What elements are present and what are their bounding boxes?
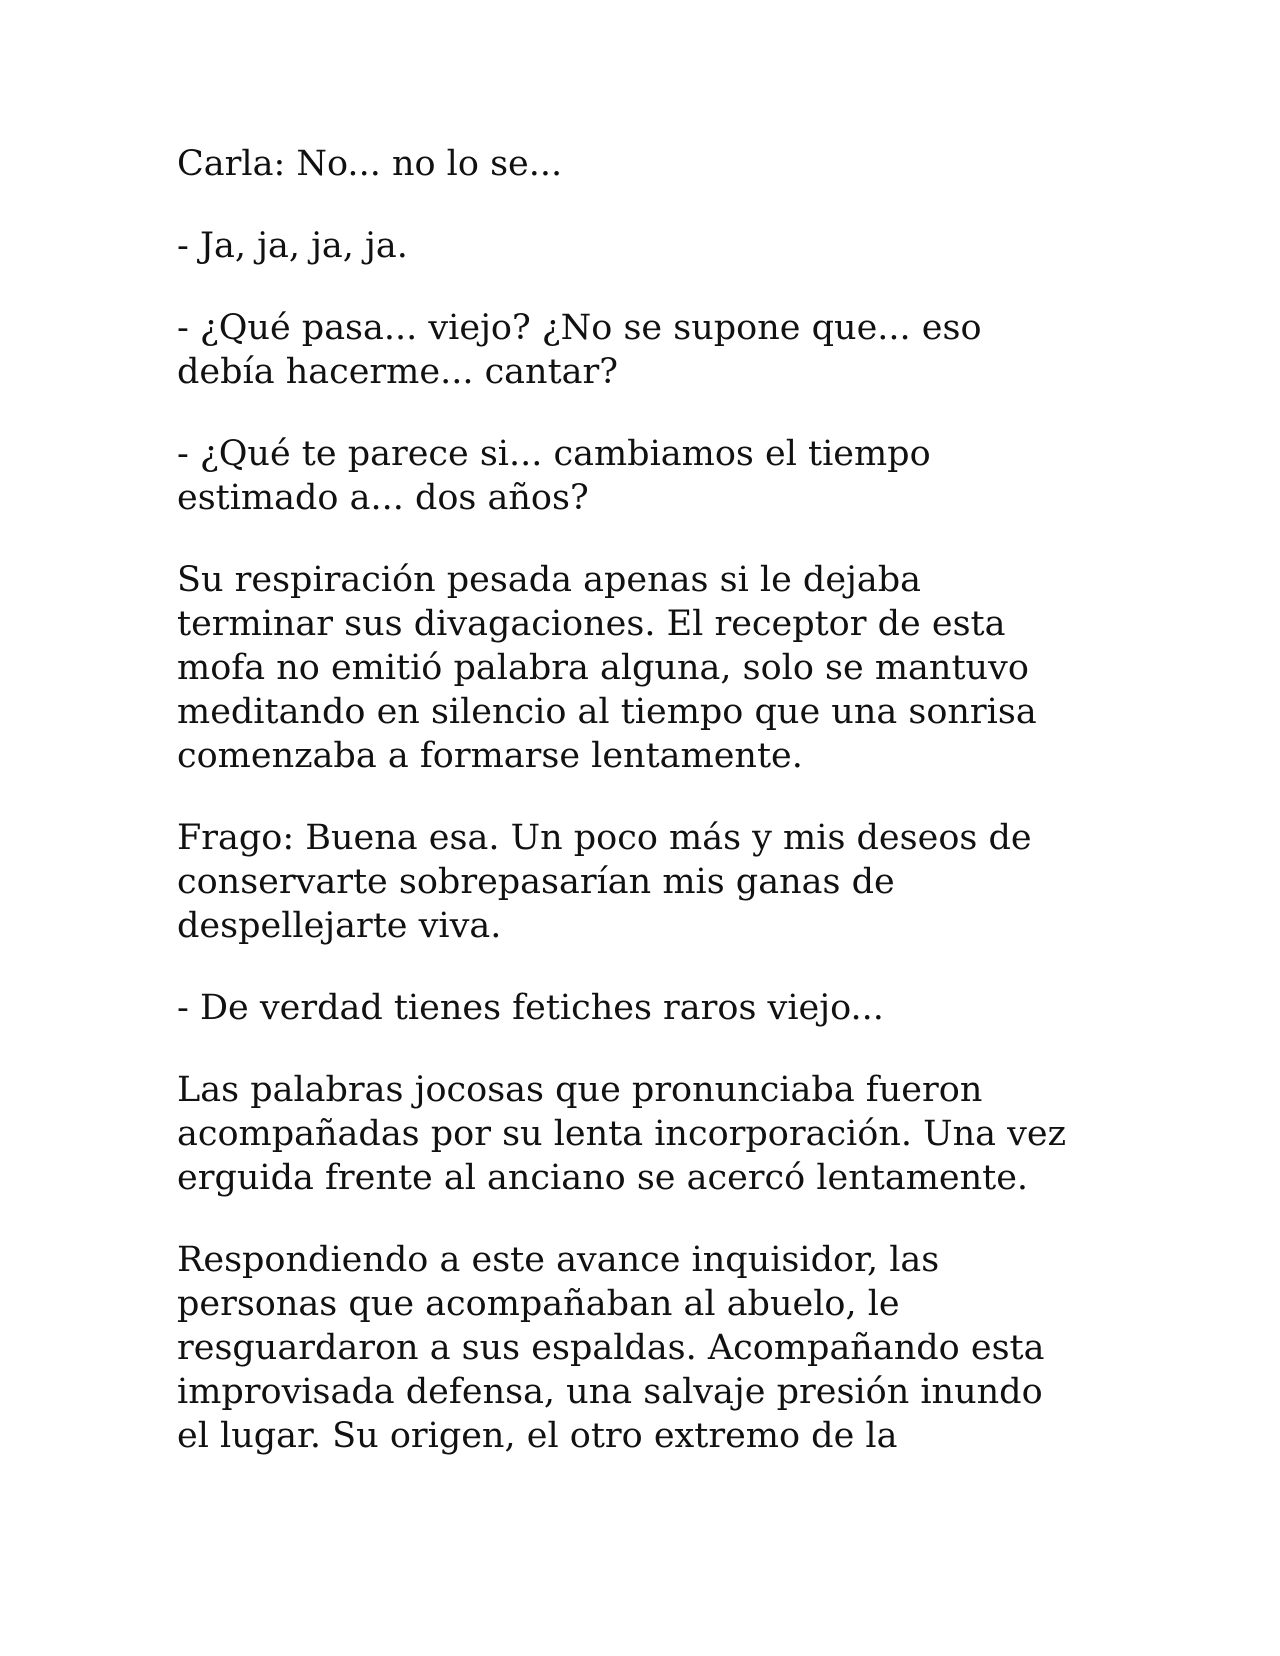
- text-line: resguardaron a sus espaldas. Acompañando esta: [177, 1328, 1045, 1368]
- text-line: terminar sus divagaciones. El receptor de esta: [177, 604, 1006, 644]
- paragraph-8: [177, 1068, 1117, 1200]
- text-line: improvisada defensa, una salvaje presión inundo: [177, 1372, 1043, 1412]
- text-line: despellejarte viva.: [177, 906, 502, 946]
- text-line: comenzaba a formarse lentamente.: [177, 736, 803, 776]
- text-line: - ¿Qué te parece si... cambiamos el tiempo: [177, 434, 931, 474]
- text-line: meditando en silencio al tiempo que una sonrisa: [177, 692, 1037, 732]
- text-line: Carla: No... no lo se...: [177, 144, 563, 184]
- text-line: debía hacerme... cantar?: [177, 352, 619, 392]
- paragraph-6: [177, 816, 1117, 948]
- paragraph-1: [177, 142, 1117, 186]
- paragraph-7: [177, 986, 1117, 1030]
- text-line: Su respiración pesada apenas si le dejaba: [177, 560, 922, 600]
- text-line: - De verdad tienes fetiches raros viejo...: [177, 988, 884, 1028]
- text-line: Respondiendo a este avance inquisidor, las: [177, 1240, 940, 1280]
- paragraph-9: [177, 1238, 1117, 1458]
- document-page: [177, 142, 1117, 1496]
- text-line: conservarte sobrepasarían mis ganas de: [177, 862, 895, 902]
- paragraph-3: [177, 306, 1117, 394]
- text-line: - Ja, ja, ja, ja.: [177, 226, 408, 266]
- text-line: erguida frente al anciano se acercó lentamente.: [177, 1158, 1029, 1198]
- text-line: - ¿Qué pasa... viejo? ¿No se supone que... eso: [177, 308, 982, 348]
- text-line: Frago: Buena esa. Un poco más y mis deseos de: [177, 818, 1032, 858]
- paragraph-4: [177, 432, 1117, 520]
- text-line: estimado a... dos años?: [177, 478, 589, 518]
- text-line: el lugar. Su origen, el otro extremo de la: [177, 1416, 898, 1456]
- text-line: Las palabras jocosas que pronunciaba fueron: [177, 1070, 983, 1110]
- paragraph-2: [177, 224, 1117, 268]
- paragraph-5: [177, 558, 1117, 778]
- text-line: acompañadas por su lenta incorporación. Una vez: [177, 1114, 1067, 1154]
- text-line: mofa no emitió palabra alguna, solo se mantuvo: [177, 648, 1029, 688]
- text-line: personas que acompañaban al abuelo, le: [177, 1284, 900, 1324]
